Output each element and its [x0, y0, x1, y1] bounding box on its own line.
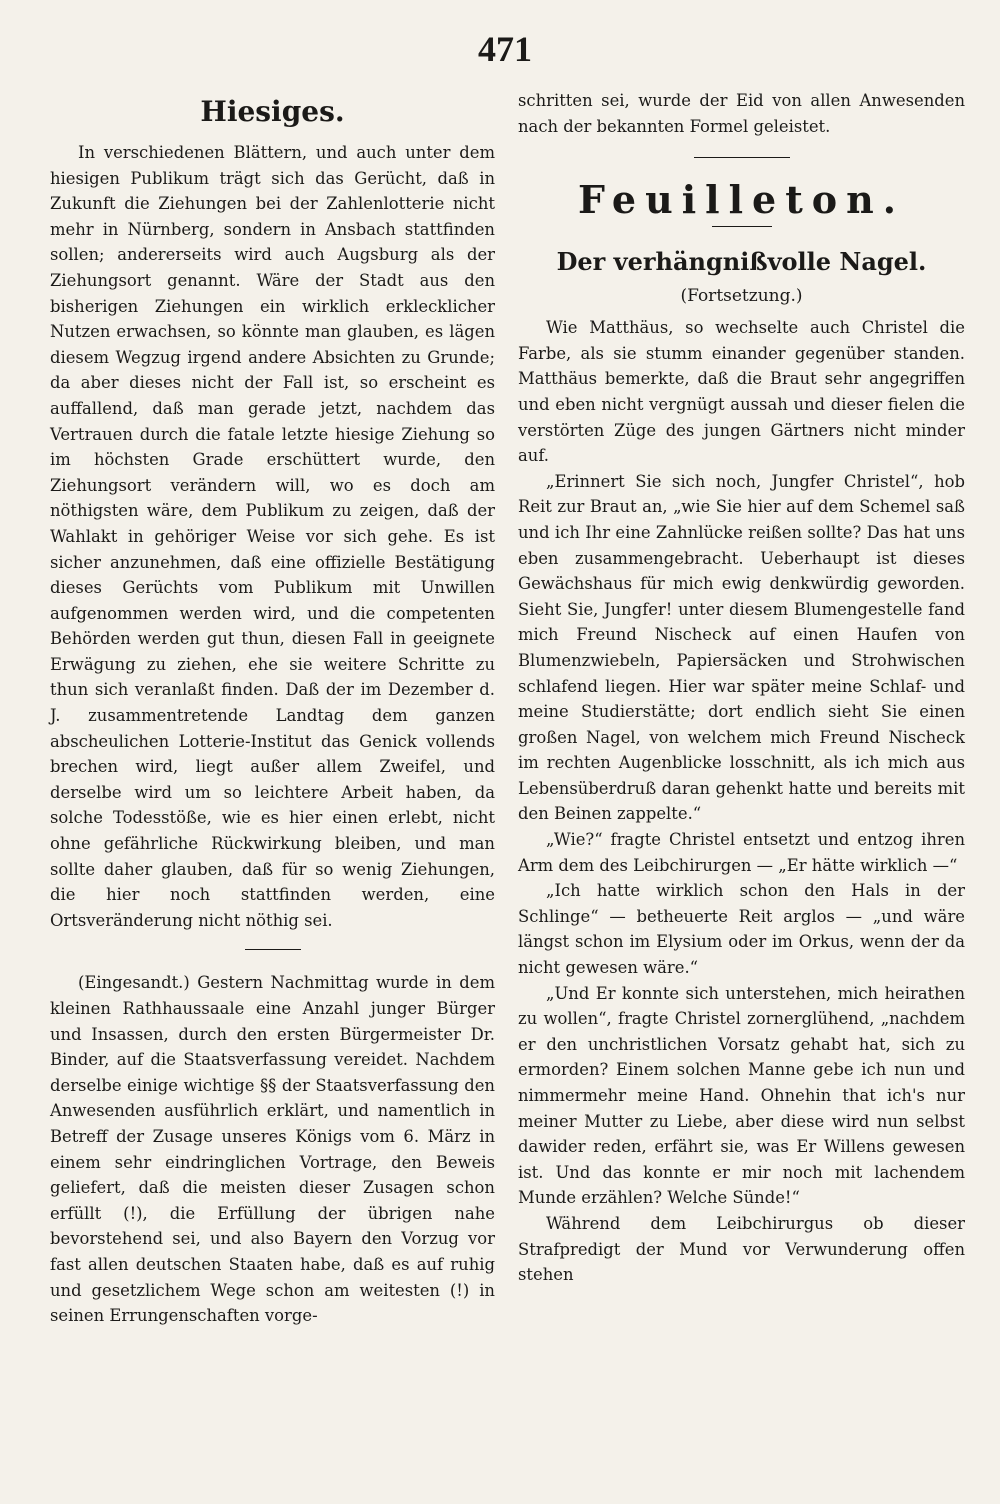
- story-paragraph-2: „Erinnert Sie sich noch, Jungfer Christel“, hob Reit zur Braut an, „wie Sie hier auf dem Schemel saß und ich Ihr eine Zahnlücke reißen sollte? Das hat uns eben zusammengebracht. Ueberhaupt ist dieses Gewächshaus für mich ewig denkwürdig geworden. Sieht Sie, Jungfer! unter diesem Blumengestelle fand mich Freund Nischeck auf einen Haufen von Blumenzwiebeln, Papiersäcken und Strohwischen schlafend liegen. Hier war später meine Schlaf- und meine Studierstätte; dort endlich sieht Sie einen großen Nagel, von welchem mich Freund Nischeck im rechten Augenblicke losschnitt, als ich mich aus Lebensüberdruß daran gehenkt hatte und bereits mit den Beinen zappelte.“: [518, 471, 965, 824]
- article-oath-paragraph: (Eingesandt.) Gestern Nachmittag wurde in dem kleinen Rathhaussaale eine Anzahl junger Bürger und Insassen, durch den ersten Bürgermeister Dr. Binder, auf die Staatsverfassung vereidet. Nachdem derselbe einige wichtige §§ der Staatsverfassung den Anwesenden ausführlich erklärt, und namentlich in Betreff der Zusage unseres Königs vom 6. März in einem sehr eindringlichen Vortrage, den Beweis geliefert, daß die meisten dieser Zusagen schon erfüllt (!), die Erfüllung der übrigen nahe bevorstehend sei, und also Bayern den Vorzug vor fast allen deutschen Staaten habe, daß es auf ruhig und gesetzlichem Wege schon am weitesten (!) in seinen Errungenschaften vorge-: [50, 973, 495, 1326]
- article-lottery-paragraph: In verschiedenen Blättern, und auch unter dem hiesigen Publikum trägt sich das Gerücht, daß in Zukunft die Ziehungen bei der Zahlenlotterie nicht mehr in Nürnberg, sondern in Ansbach stattfinden sollen; andererseits wird auch Augsburg als der Ziehungsort genannt. Wäre der Stadt aus den bisherigen Ziehungen ein wirklich erklecklicher Nutzen erwachsen, so könnte man glauben, es lägen diesem Wegzug irgend andere Absichten zu Grunde; da aber dieses nicht der Fall ist, so erscheint es auffallend, daß man gerade jetzt, nachdem das Vertrauen durch die fatale letzte hiesige Ziehung so im höchsten Grade erschüttert wurde, den Ziehungsort verändern will, wo es doch am nöthigsten wäre, dem Publikum zu zeigen, daß der Wahlakt in gehöriger Weise vor sich gehe. Es ist sicher anzunehmen, daß eine offizielle Bestätigung dieses Gerüchts vom Publikum mit Unwillen aufgenommen werden wird, und die competenten Behörden werden gut thun, diesen Fall in geeignete Erwägung zu ziehen, ehe sie weitere Schritte zu thun sich veranlaßt finden. Daß der im Dezember d. J. zusammentretende Landtag dem ganzen abscheulichen Lotterie-Institut das Genick vollends brechen wird, liegt außer allem Zweifel, und derselbe wird um so leichtere Arbeit haben, da solche Todesstöße, wie es hier einen erlebt, nicht ohne gefährliche Rückwirkung bleiben, und man sollte daher glauben, daß für so wenig Ziehungen, die hier noch stattfinden werden, eine Ortsveränderung nicht nöthig sei.: [50, 143, 495, 930]
- feuilleton-divider: [694, 157, 790, 158]
- article-oath-continuation: schritten sei, wurde der Eid von allen Anwesenden nach der bekannten Formel geleistet.: [518, 91, 965, 136]
- page-number: 471: [478, 29, 532, 69]
- story-paragraph-5: „Und Er konnte sich unterstehen, mich heirathen zu wollen“, fragte Christel zornerglühend, „nachdem er den unchristlichen Vorsatz gehabt hat, sich zu ermorden? Einem solchen Manne gebe ich nun und nimmermehr meine Hand. Ohnehin that ich's nur meiner Mutter zu Liebe, aber diese wird nun selbst dawider reden, erfährt sie, was Er Willens gewesen ist. Und das konnte er mir noch mit lachendem Munde erzählen? Welche Sünde!“: [518, 983, 965, 1208]
- section-divider: [245, 949, 301, 950]
- feuilleton-title-rule: [712, 226, 772, 227]
- section-heading-hiesiges: Hiesiges.: [200, 95, 345, 128]
- story-paragraph-1: Wie Matthäus, so wechselte auch Christel die Farbe, als sie stumm einander gegenüber standen. Matthäus bemerkte, daß die Braut sehr angegriffen und eben nicht vergnügt aussah und dieser fielen die verstörten Züge des jungen Gärtners nicht minder auf.: [518, 318, 965, 466]
- story-title: Der verhängnißvolle Nagel.: [556, 247, 927, 277]
- story-subtitle: (Fortsetzung.): [680, 286, 803, 307]
- feuilleton-heading: Feuilleton.: [578, 177, 905, 223]
- story-paragraph-4: „Ich hatte wirklich schon den Hals in der Schlinge“ — betheuerte Reit arglos — „und wäre längst schon im Elysium oder im Orkus, wenn der da nicht gewesen wäre.“: [518, 881, 965, 978]
- story-paragraph-6: Während dem Leibchirurgus ob dieser Strafpredigt der Mund vor Verwunderung offen stehen: [518, 1213, 965, 1285]
- story-paragraph-3: „Wie?“ fragte Christel entsetzt und entzog ihren Arm dem des Leibchirurgen — „Er hätte wirklich —“: [518, 830, 965, 875]
- right-column: [518, 88, 965, 1288]
- left-column: [50, 92, 495, 1329]
